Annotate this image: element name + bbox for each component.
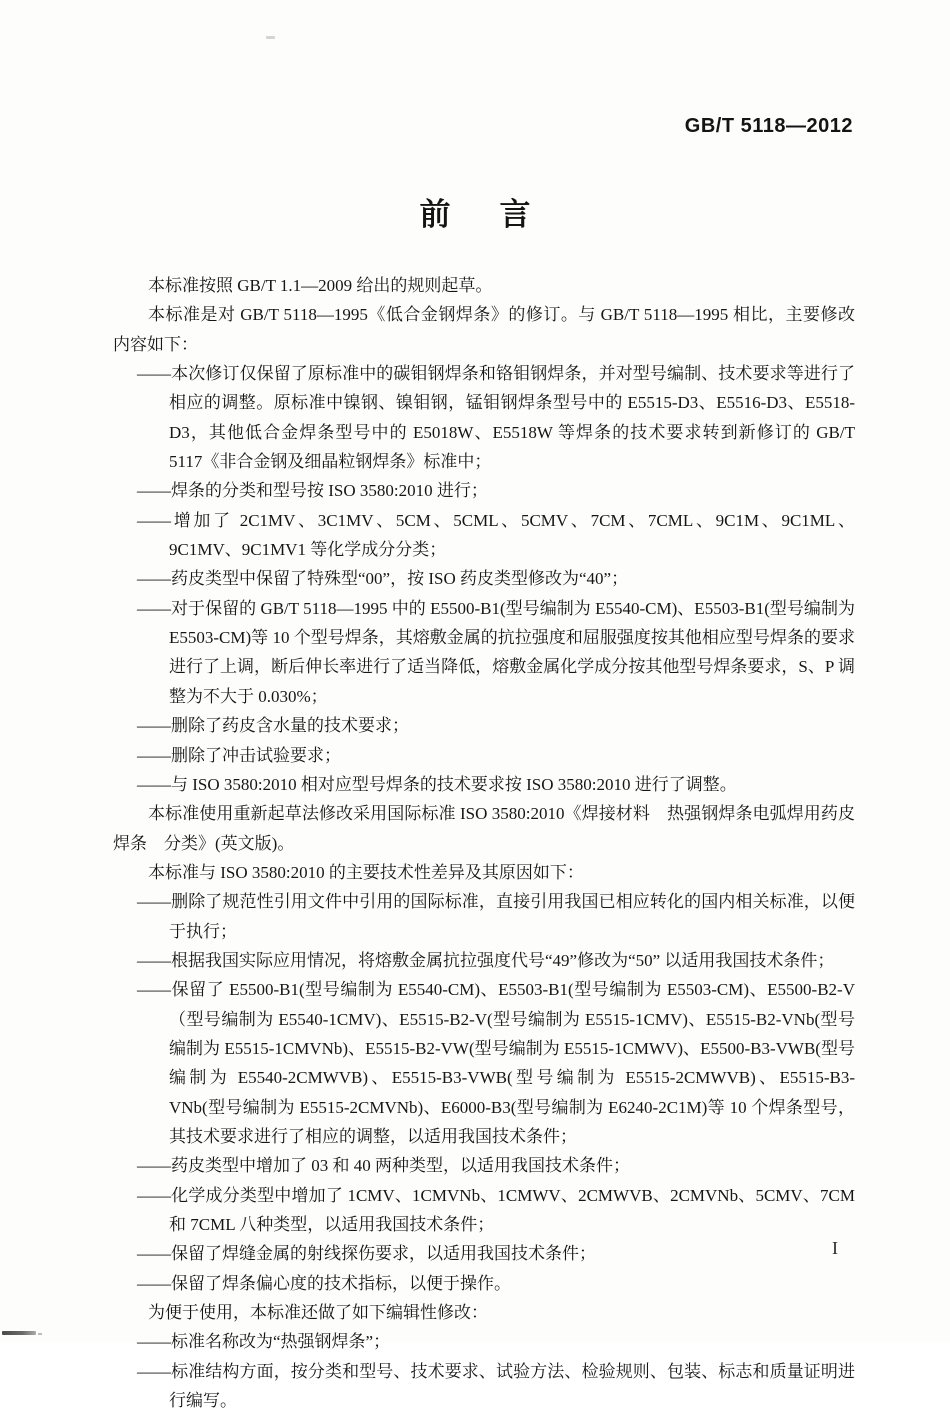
foreword-paragraph: 本标准使用重新起草法修改采用国际标准 ISO 3580:2010《焊接材料 热强钢焊条电弧焊用药皮焊条 分类》(英文版)。 [113, 804, 855, 853]
foreword-bullet: ——删除了规范性引用文件中引用的国际标准，直接引用我国已相应转化的国内相关标准，以便于执行； [137, 892, 855, 941]
foreword-paragraph: 本标准按照 GB/T 1.1—2009 给出的规则起草。 [148, 276, 493, 295]
foreword-paragraph: 本标准是对 GB/T 5118—1995《低合金钢焊条》的修订。与 GB/T 5118—1995 相比，主要修改内容如下： [113, 305, 855, 354]
foreword-bullet: ——保留了 E5500-B1(型号编制为 E5540-CM)、E5503-B1(型号编制为 E5503-CM)、E5500-B2-V（型号编制为 E5540-1CMV)、E5515-B2-V(型号编制为 E5515-1CMV)、E5515-B2-VNb(型号编制为 E5515-1CMVNb)、E5515-B2-VW(型号编制为 E5515-1CMWV)、E5500-B3-VWB(型号编制为 E5540-2CMWVB)、E5515-B3-VWB(型号编制为 E5515-2CMWVB)、E5515-B3-VNb(型号编制为 E5515-2CMVNb)、E6000-B3(型号编制为 E6240-2C1M)等 10 个焊条型号，其技术要求进行了相应的调整，以适用我国技术条件； [137, 980, 855, 1146]
scan-dot-bottom [38, 1333, 42, 1335]
foreword-paragraph: 本标准与 ISO 3580:2010 的主要技术性差异及其原因如下： [148, 862, 584, 882]
foreword-body [113, 271, 855, 1415]
foreword-bullet: ——删除了药皮含水量的技术要求； [137, 716, 409, 736]
standard-number-header: GB/T 5118—2012 [684, 115, 853, 137]
foreword-bullet: ——与 ISO 3580:2010 相对应型号焊条的技术要求按 ISO 3580:2010 进行了调整。 [137, 774, 737, 794]
foreword-bullet: ——删除了冲击试验要求； [137, 745, 341, 765]
foreword-paragraph: 为便于使用，本标准还做了如下编辑性修改： [148, 1303, 488, 1323]
foreword-bullet: ——增加了 2C1MV、3C1MV、5CM、5CML、5CMV、7CM、7CML、9C1M、9C1ML、9C1MV、9C1MV1 等化学成分分类； [137, 510, 855, 560]
foreword-bullet: ——保留了焊条偏心度的技术指标，以便于操作。 [137, 1273, 511, 1293]
scan-smudge-top [266, 36, 275, 39]
foreword-bullet: ——药皮类型中增加了 03 和 40 两种类型，以适用我国技术条件； [137, 1156, 630, 1176]
foreword-bullet: ——标准结构方面，按分类和型号、技术要求、试验方法、检验规则、包装、标志和质量证明进行编写。 [137, 1361, 855, 1411]
scan-streak-bottom [2, 1331, 36, 1335]
foreword-bullet: ——标准名称改为“热强钢焊条”； [137, 1332, 391, 1352]
foreword-bullet: ——药皮类型中保留了特殊型“00”，按 ISO 药皮类型修改为“40”； [137, 569, 629, 589]
page-title: 前 言 [419, 197, 540, 232]
foreword-bullet: ——对于保留的 GB/T 5118—1995 中的 E5500-B1(型号编制为 E5540-CM)、E5503-B1(型号编制为 E5503-CM)等 10 个型号焊条，其熔敷金属的抗拉强度和屈服强度按其他相应型号焊条的要求进行了上调，断后伸长率进行了适当降低，熔敷金属化学成分按其他型号焊条要求，S、P 调整为不大于 0.030%； [137, 598, 855, 706]
page-number: I [832, 1238, 838, 1258]
foreword-bullet: ——本次修订仅保留了原标准中的碳钼钢焊条和铬钼钢焊条，并对型号编制、技术要求等进行了相应的调整。原标准中镍钢、镍钼钢，锰钼钢焊条型号中的 E5515-D3、E5516-D3、E5518-D3，其他低合金焊条型号中的 E5018W、E5518W 等焊条的技术要求转到新修订的 GB/T 5117《非合金钢及细晶粒钢焊条》标准中； [137, 364, 855, 472]
foreword-bullet: ——保留了焊缝金属的射线探伤要求，以适用我国技术条件； [137, 1244, 596, 1264]
foreword-bullet: ——焊条的分类和型号按 ISO 3580:2010 进行； [137, 481, 488, 501]
foreword-bullet: ——化学成分类型中增加了 1CMV、1CMVNb、1CMWV、2CMWVB、2CMVNb、5CMV、7CM 和 7CML 八种类型，以适用我国技术条件； [137, 1185, 855, 1234]
foreword-bullet: ——根据我国实际应用情况，将熔敷金属抗拉强度代号“49”修改为“50” 以适用我国技术条件； [137, 950, 835, 970]
